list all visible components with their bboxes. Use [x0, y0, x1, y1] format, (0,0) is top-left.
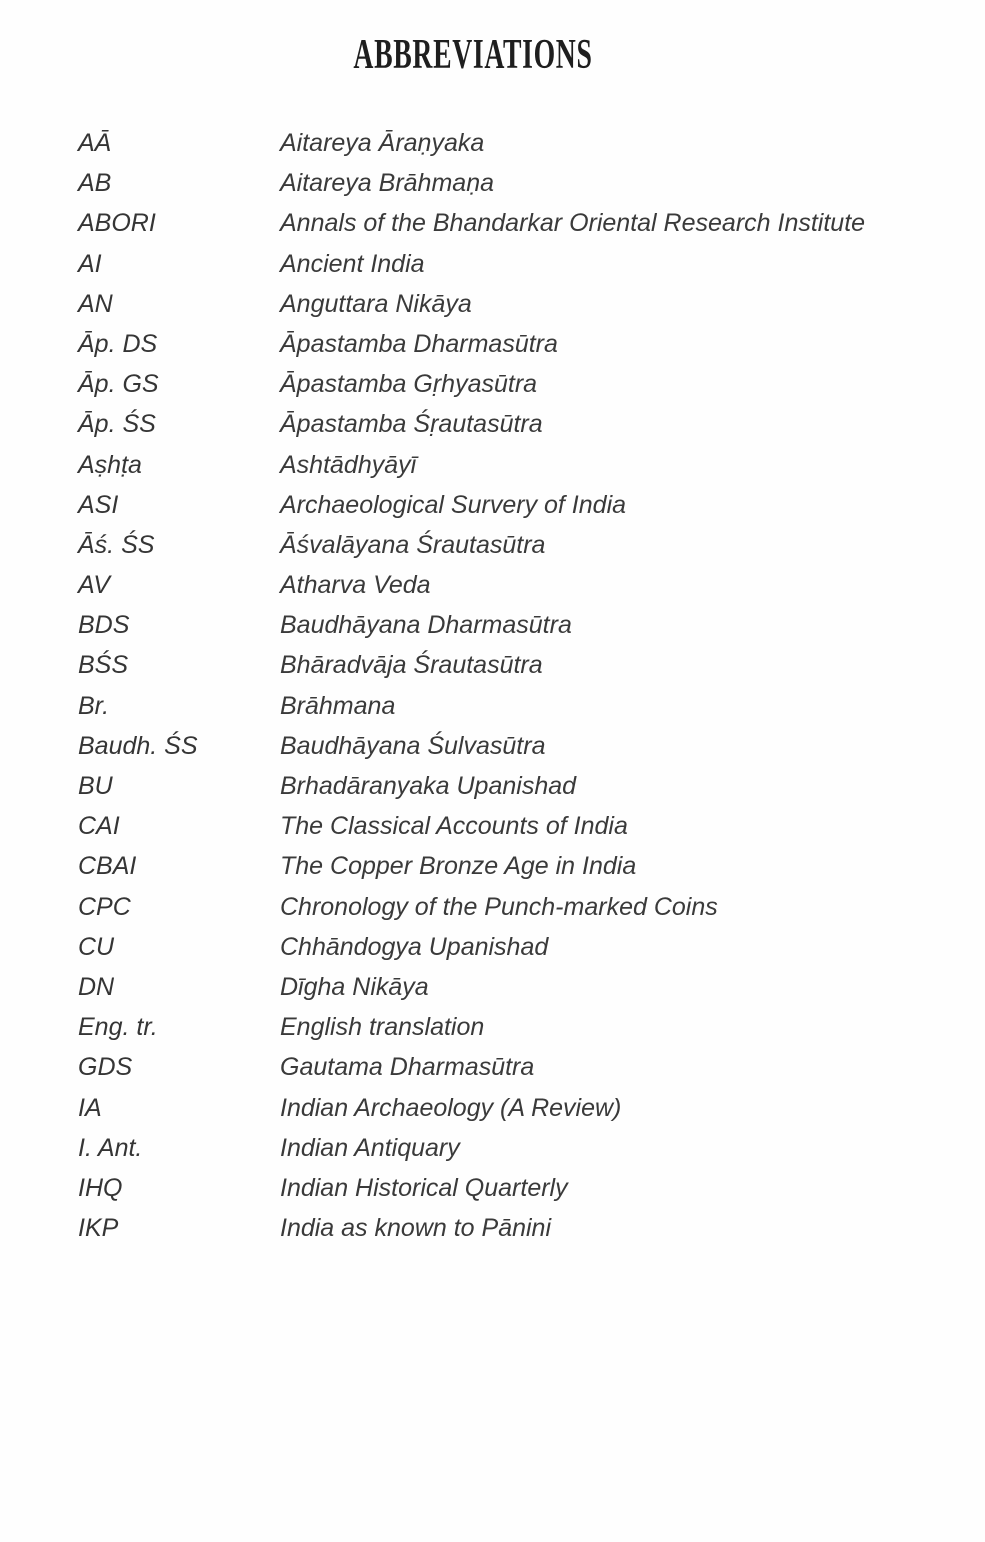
abbreviation-row: [78, 1131, 945, 1171]
abbreviation-term: ABORI: [78, 209, 156, 238]
abbreviation-meaning: Āpastamba Śṛautasūtra: [280, 410, 543, 439]
abbreviation-meaning: English translation: [280, 1013, 485, 1042]
abbreviation-row: [78, 448, 945, 488]
abbreviation-row: [78, 648, 945, 688]
abbreviation-meaning: The Copper Bronze Age in India: [280, 852, 637, 881]
abbreviation-row: [78, 890, 945, 930]
abbreviation-term: GDS: [78, 1053, 133, 1082]
abbreviation-term: ASI: [78, 490, 119, 519]
abbreviation-row: [78, 206, 945, 246]
abbreviation-row: [78, 769, 945, 809]
abbreviation-row: [78, 809, 945, 849]
abbreviation-term: CAI: [78, 812, 120, 841]
abbreviation-term: IA: [78, 1093, 102, 1122]
abbreviation-meaning: Gautama Dharmasūtra: [280, 1053, 535, 1082]
abbreviation-term: CPC: [78, 892, 131, 921]
abbreviation-meaning: Chronology of the Punch-marked Coins: [280, 892, 718, 921]
abbreviation-term: Āś. ŚS: [78, 530, 155, 559]
abbreviation-meaning: Ashtādhyāyī: [280, 450, 417, 479]
abbreviation-meaning: Indian Archaeology (A Review): [280, 1093, 622, 1122]
abbreviation-row: [78, 1211, 945, 1251]
abbreviation-meaning: Āpastamba Dharmasūtra: [280, 329, 558, 358]
abbreviation-meaning: Annals of the Bhandarkar Oriental Research Institute: [280, 209, 866, 238]
abbreviation-term: CBAI: [78, 852, 137, 881]
abbreviation-row: [78, 407, 945, 447]
abbreviation-meaning: Bhāradvāja Śrautasūtra: [280, 651, 543, 680]
abbreviation-row: [78, 488, 945, 528]
abbreviation-meaning: Brhadāranyaka Upanishad: [280, 772, 577, 800]
abbreviation-meaning: Dīgha Nikāya: [280, 972, 429, 1001]
abbreviation-term: AI: [78, 249, 102, 278]
abbreviation-row: [78, 528, 945, 568]
abbreviation-term: BDS: [78, 611, 130, 640]
abbreviation-row: [78, 166, 945, 206]
abbreviation-term: AĀ: [78, 129, 112, 157]
abbreviation-term: DN: [78, 972, 115, 1001]
abbreviation-meaning: Aitareya Brāhmaṇa: [280, 169, 495, 198]
abbreviation-meaning: Brāhmana: [280, 691, 396, 720]
abbreviation-meaning: Āśvalāyana Śrautasūtra: [280, 530, 546, 559]
abbreviation-row: [78, 568, 945, 608]
abbreviation-meaning: Indian Historical Quarterly: [280, 1173, 568, 1202]
abbreviation-meaning: Baudhāyana Dharmasūtra: [280, 611, 572, 640]
abbreviation-term: BŚS: [78, 651, 129, 680]
abbreviation-term: AN: [78, 289, 113, 318]
page-title: ABBREVIATIONS: [353, 32, 593, 78]
abbreviation-meaning: India as known to Pānini: [280, 1214, 552, 1243]
abbreviation-row: [78, 1010, 945, 1050]
abbreviation-meaning: Aitareya Āraṇyaka: [280, 129, 485, 157]
abbreviations-list: [78, 126, 945, 1251]
abbreviation-row: [78, 126, 945, 166]
abbreviation-row: [78, 327, 945, 367]
abbreviation-term: Āp. ŚS: [78, 410, 156, 439]
abbreviation-meaning: Āpastamba Gṛhyasūtra: [280, 370, 538, 399]
abbreviation-row: [78, 970, 945, 1010]
abbreviation-row: [78, 287, 945, 327]
abbreviation-term: Āp. GS: [78, 370, 159, 399]
abbreviation-term: Āp. DS: [78, 329, 158, 358]
abbreviation-row: [78, 930, 945, 970]
abbreviation-meaning: Chhāndogya Upanishad: [280, 932, 549, 961]
abbreviation-term: Br.: [78, 691, 110, 720]
abbreviation-term: Baudh. ŚS: [78, 731, 198, 760]
abbreviation-meaning: Indian Antiquary: [280, 1133, 460, 1162]
abbreviation-row: [78, 1050, 945, 1090]
abbreviation-meaning: Baudhāyana Śulvasūtra: [280, 731, 546, 760]
abbreviation-meaning: The Classical Accounts of India: [280, 812, 628, 841]
abbreviation-meaning: Ancient India: [280, 249, 425, 278]
abbreviation-row: [78, 729, 945, 769]
abbreviation-row: [78, 367, 945, 407]
abbreviation-term: Aṣhṭa: [78, 450, 142, 479]
abbreviation-meaning: Anguttara Nikāya: [280, 289, 472, 318]
abbreviation-row: [78, 1091, 945, 1131]
abbreviation-row: [78, 689, 945, 729]
abbreviation-term: AV: [78, 571, 110, 600]
abbreviation-term: IKP: [78, 1214, 119, 1243]
abbreviation-term: BU: [78, 772, 113, 800]
abbreviation-row: [78, 1171, 945, 1211]
abbreviation-meaning: Archaeological Survery of India: [280, 490, 627, 519]
abbreviation-term: IHQ: [78, 1173, 123, 1202]
abbreviation-term: Eng. tr.: [78, 1013, 158, 1042]
abbreviation-term: AB: [78, 169, 112, 198]
abbreviation-term: CU: [78, 932, 115, 961]
abbreviation-row: [78, 608, 945, 648]
abbreviation-term: I. Ant.: [78, 1133, 143, 1162]
abbreviation-row: [78, 849, 945, 889]
abbreviation-meaning: Atharva Veda: [280, 571, 431, 600]
abbreviation-row: [78, 247, 945, 287]
